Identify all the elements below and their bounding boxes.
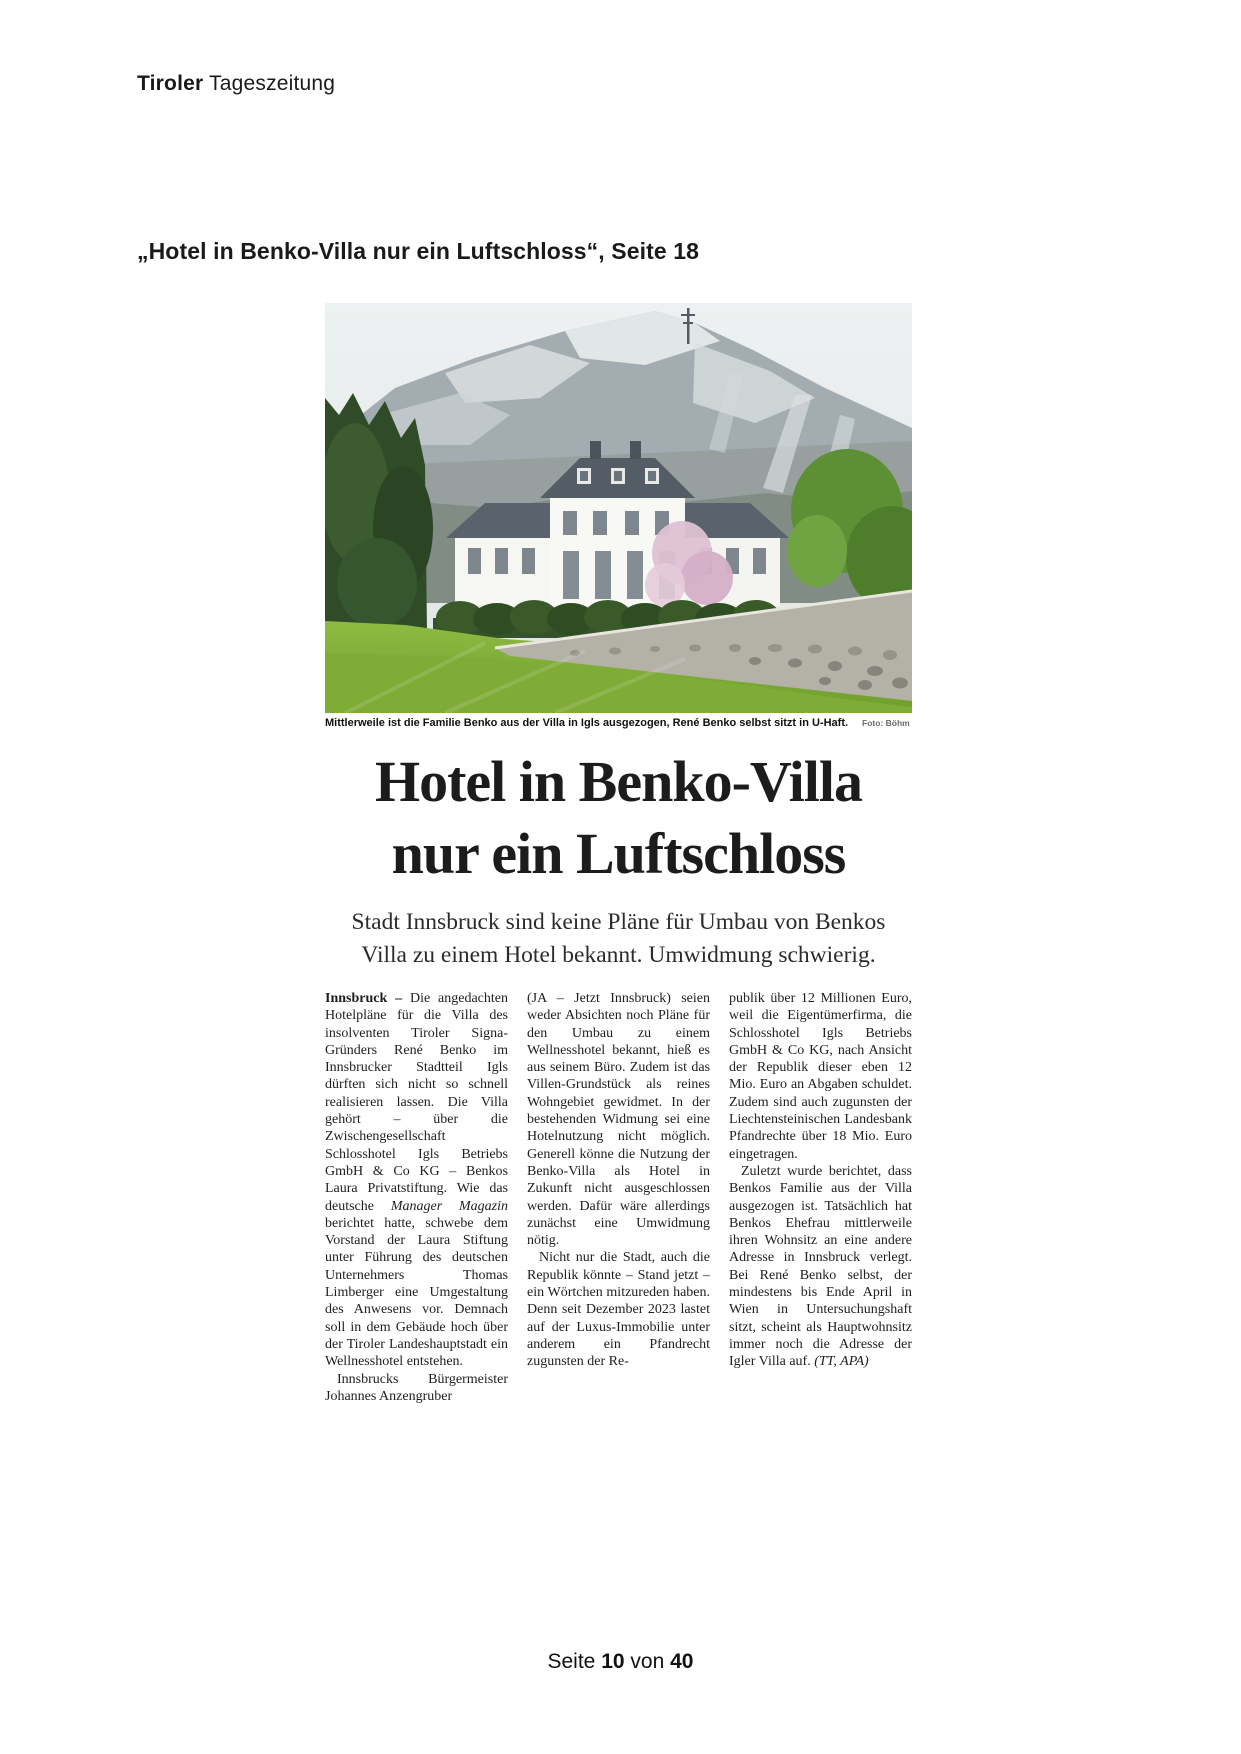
photo-conifer-trees <box>325 393 433 633</box>
paragraph <box>325 990 508 1371</box>
article-clipping <box>325 303 912 1405</box>
article-column-3 <box>729 990 912 1405</box>
footer-label: Seite <box>547 1650 596 1673</box>
paragraph: Innsbrucks Bürgermeister Johannes Anzengruber <box>325 1371 508 1404</box>
photo-caption-row <box>325 717 912 730</box>
footer-total-pages: 40 <box>670 1650 694 1673</box>
article-subheadline-line2: Villa zu einem Hotel bekannt. Umwidmung schwierig. <box>361 942 876 968</box>
footer-separator: von <box>630 1650 665 1673</box>
body-text: Zuletzt wurde berichtet, dass Benkos Familie aus der Villa ausgezogen ist. Tatsächlich hat Benkos Ehefrau mittlerweile ihren Wohnsitz an eine andere Adresse in Innsbruck verlegt. Bei René Benko selbst, der mindestens bis Ende April in Wien in Untersuchungshaft sitzt, scheint als Hauptwohnsitz immer noch die Adresse der Igler Villa auf. <box>729 1163 912 1370</box>
masthead-brand-regular: Tageszeitung <box>203 72 336 95</box>
publication-name: Manager Magazin <box>390 1198 508 1214</box>
article-column-2 <box>527 990 710 1405</box>
article-subheadline-line1: Stadt Innsbruck sind keine Pläne für Umbau von Benkos <box>351 909 886 935</box>
agency-credit: (TT, APA) <box>814 1354 869 1370</box>
article-subheadline <box>325 906 912 972</box>
villa-photo <box>325 303 912 713</box>
paragraph: publik über 12 Millionen Euro, weil die Eigentümerfirma, die Schlosshotel Igls Betriebs GmbH & Co KG, nach Ansicht der Republik dieser eben 12 Mio. Euro an Abgaben schuldet. Zudem sind auch zugunsten der Liechtensteinischen Landesbank Pfandrechte über 18 Mio. Euro eingetragen. <box>729 991 912 1162</box>
paragraph: (JA – Jetzt Innsbruck) seien weder Absichten noch Pläne für den Umbau zu einem Wellnesshotel bekannt, hieß es aus seinem Büro. Zudem ist das Villen-Grundstück als reines Wohngebiet gewidmet. In der bestehenden Widmung sei eine Hotelnutzung nicht möglich. Generell könne die Nutzung der Benko-Villa als Hotel in Zukunft nicht ausgeschlossen werden. Dafür wäre allerdings zunächst eine Umwidmung nötig. <box>527 991 710 1249</box>
photo-caption: Mittlerweile ist die Familie Benko aus der Villa in Igls ausgezogen, René Benko selbst sitzt in U-Haft. <box>325 717 849 729</box>
dateline: Innsbruck – <box>325 991 403 1006</box>
reference-headline: „Hotel in Benko-Villa nur ein Luftschloss“, Seite 18 <box>137 238 700 264</box>
paragraph <box>729 1163 912 1371</box>
paragraph: Nicht nur die Stadt, auch die Republik könnte – Stand jetzt – ein Wörtchen mitzureden haben. Denn seit Dezember 2023 lastet auf der Luxus-Immobilie unter anderem ein Pfandrecht zugunsten der Re- <box>527 1250 710 1370</box>
masthead-brand-bold: Tiroler <box>137 72 204 95</box>
article-headline-line2: nur ein Luftschloss <box>391 821 846 886</box>
page-footer <box>0 1650 1241 1674</box>
body-text: Die angedachten Hotelpläne für die Villa des insolventen Tiroler Signa-Gründers René Benko im Innsbrucker Stadtteil Igls dürften sich nicht so schnell realisieren lassen. Die Villa gehört – über die Zwischengesellschaft Schlosshotel Igls Betriebs GmbH & Co KG – Benkos Laura Privatstiftung. Wie das deutsche <box>325 991 508 1214</box>
article-column-1 <box>325 990 508 1405</box>
footer-page-number: 10 <box>601 1650 625 1673</box>
photo-credit: Foto: Böhm <box>862 718 910 728</box>
body-text: berichtet hatte, schwebe dem Vorstand der Laura Stiftung unter Führung des deutschen Unternehmers Thomas Limberger eine Umgestaltung des Anwesens vor. Demnach soll in dem Gebäude hoch über der Tiroler Landeshauptstadt ein Wellnesshotel entstehen. <box>325 1215 508 1370</box>
masthead <box>137 72 335 96</box>
article-headline <box>325 746 912 890</box>
article-headline-line1: Hotel in Benko-Villa <box>375 749 862 814</box>
article-body <box>325 990 912 1405</box>
